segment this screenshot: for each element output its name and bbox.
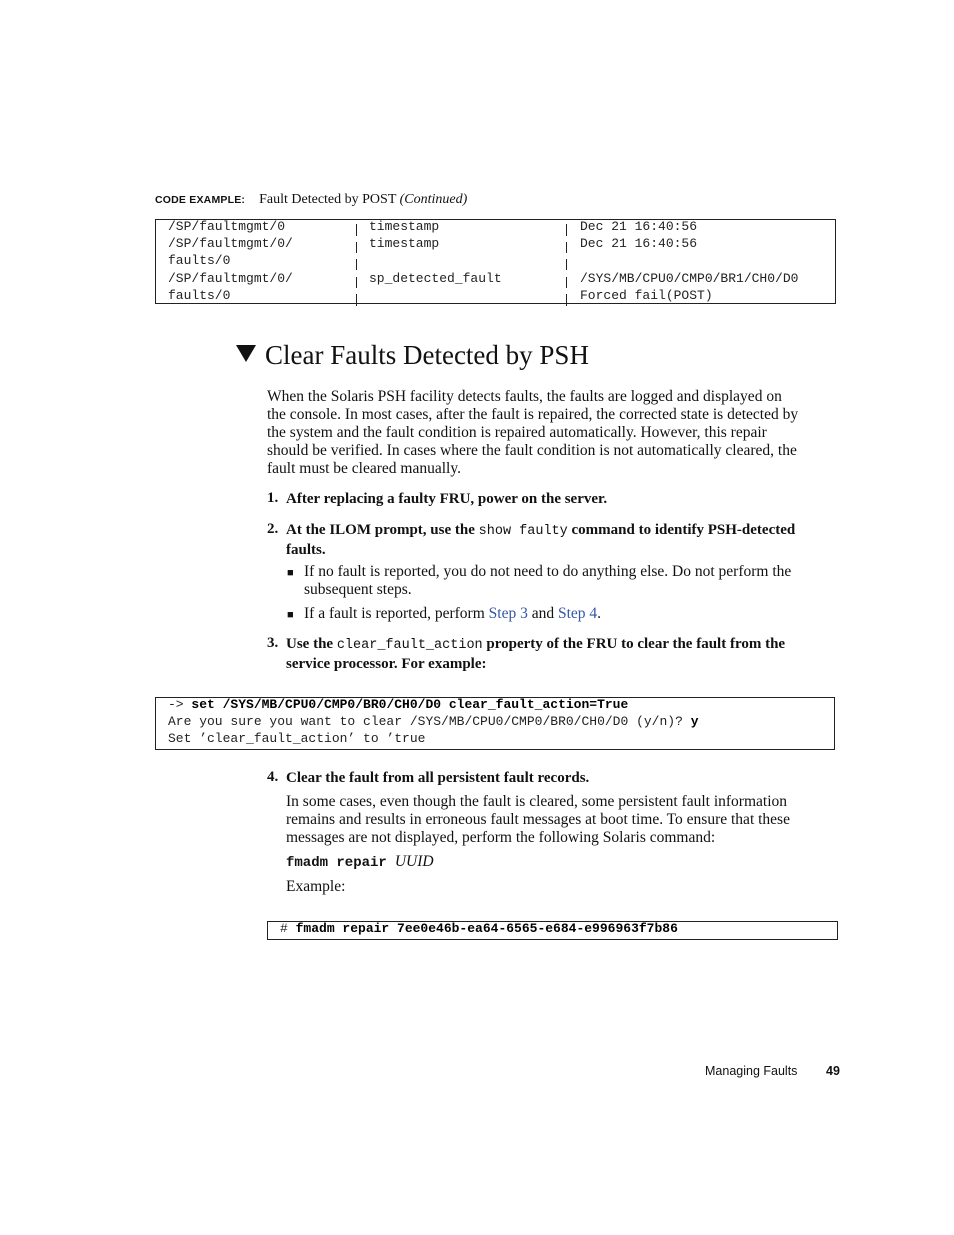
code-example-caption <box>155 192 467 208</box>
command: set /SYS/MB/CPU0/CMP0/BR0/CH0/D0 clear_fault_action=True <box>191 697 629 712</box>
command-arg: UUID <box>394 853 434 870</box>
caption-title: Fault Detected by POST <box>259 192 397 207</box>
table-cell: Forced fail(POST) <box>580 288 713 303</box>
step-3-text <box>286 635 785 673</box>
step-2-line2: faults. <box>286 542 326 558</box>
example-label: Example: <box>286 878 346 895</box>
step-number: 1. <box>267 490 279 506</box>
text-span: and <box>527 605 558 622</box>
code-line <box>168 696 628 713</box>
table-cell: /SP/faultmgmt/0/ <box>168 236 293 251</box>
step-2-post: command to identify PSH-detected <box>567 522 796 538</box>
table-cell: timestamp <box>369 219 440 234</box>
bullet-item <box>304 605 601 623</box>
step-4-body <box>286 793 790 847</box>
step-number: 2. <box>267 521 279 537</box>
heading-text: Clear Faults Detected by PSH <box>265 340 589 370</box>
table-cell: /SP/faultmgmt/0/ <box>168 271 293 286</box>
text-line: In some cases, even though the fault is cleared, some persistent fault information <box>286 793 788 810</box>
step-1-text: After replacing a faulty FRU, power on the server. <box>286 491 608 507</box>
fmadm-code-box <box>267 921 838 940</box>
text-line: When the Solaris PSH facility detects faults, the faults are logged and displayed on <box>267 388 782 405</box>
inline-code: clear_fault_action <box>336 638 483 653</box>
table-cell: faults/0 <box>168 288 231 303</box>
step-3-line2: service processor. For example: <box>286 656 487 672</box>
bullet-square-icon: ■ <box>287 567 294 579</box>
code-line: Set ’clear_fault_action’ to ’true <box>168 731 426 746</box>
answer: y <box>690 714 699 729</box>
footer-chapter-title: Managing Faults <box>705 1064 798 1078</box>
command-name: fmadm repair <box>286 855 387 871</box>
table-cell: /SP/faultmgmt/0 <box>168 219 286 234</box>
table-cell: Dec 21 16:40:56 <box>580 219 698 234</box>
bullet-square-icon: ■ <box>287 609 294 621</box>
table-cell: timestamp <box>369 236 440 251</box>
step-3-post: property of the FRU to clear the fault from the <box>482 636 786 652</box>
page-number: 49 <box>826 1064 840 1078</box>
step-3-link[interactable]: Step 3 <box>488 605 528 622</box>
text-line: remains and results in erroneous fault messages at boot time. To ensure that these <box>286 811 790 828</box>
prompt: -> <box>168 697 192 712</box>
fault-table-code-box <box>155 219 836 304</box>
step-number: 4. <box>267 769 279 785</box>
step-number: 3. <box>267 635 279 651</box>
command: fmadm repair 7ee0e46b-ea64-6565-e684-e996963f7b86 <box>295 921 678 936</box>
text-span: If a fault is reported, perform <box>304 605 489 622</box>
step-4-link[interactable]: Step 4 <box>557 605 598 622</box>
step-4-text: Clear the fault from all persistent fault records. <box>286 770 590 786</box>
bullet-item <box>304 563 791 599</box>
section-heading <box>236 340 589 371</box>
step-3-pre: Use the <box>286 636 337 652</box>
text-line: the system and the fault condition is repaired automatically. However, this repair <box>267 424 767 441</box>
code-line <box>280 920 678 937</box>
text-line: fault must be cleared manually. <box>267 460 461 477</box>
text-line: the console. In most cases, after the fault is repaired, the corrected state is detected by <box>267 406 799 423</box>
table-cell: /SYS/MB/CPU0/CMP0/BR1/CH0/D0 <box>580 271 799 286</box>
table-cell: Dec 21 16:40:56 <box>580 236 698 251</box>
text-span: . <box>597 605 602 622</box>
command-syntax <box>286 853 434 871</box>
text-line: messages are not displayed, perform the following Solaris command: <box>286 829 716 846</box>
prompt: # <box>280 921 296 936</box>
triangle-down-icon <box>236 345 256 362</box>
caption-label: CODE EXAMPLE: <box>155 194 246 206</box>
column-separator <box>356 220 357 305</box>
text-line: subsequent steps. <box>304 581 412 598</box>
code-line <box>168 713 699 730</box>
column-separator <box>566 220 567 305</box>
text-line: should be verified. In cases where the fault condition is not automatically cleared, the <box>267 442 797 459</box>
step-2-pre: At the ILOM prompt, use the <box>286 522 479 538</box>
clear-fault-code-box <box>155 697 835 750</box>
inline-code: show faulty <box>478 524 568 539</box>
step-2-text <box>286 521 846 559</box>
text-line: If no fault is reported, you do not need to do anything else. Do not perform the <box>304 563 792 580</box>
output: Are you sure you want to clear /SYS/MB/CPU0/CMP0/BR0/CH0/D0 (y/n)? <box>168 714 691 729</box>
table-cell: sp_detected_fault <box>369 271 502 286</box>
caption-continued: (Continued) <box>399 192 468 207</box>
table-cell: faults/0 <box>168 253 231 268</box>
intro-paragraph <box>267 388 842 478</box>
